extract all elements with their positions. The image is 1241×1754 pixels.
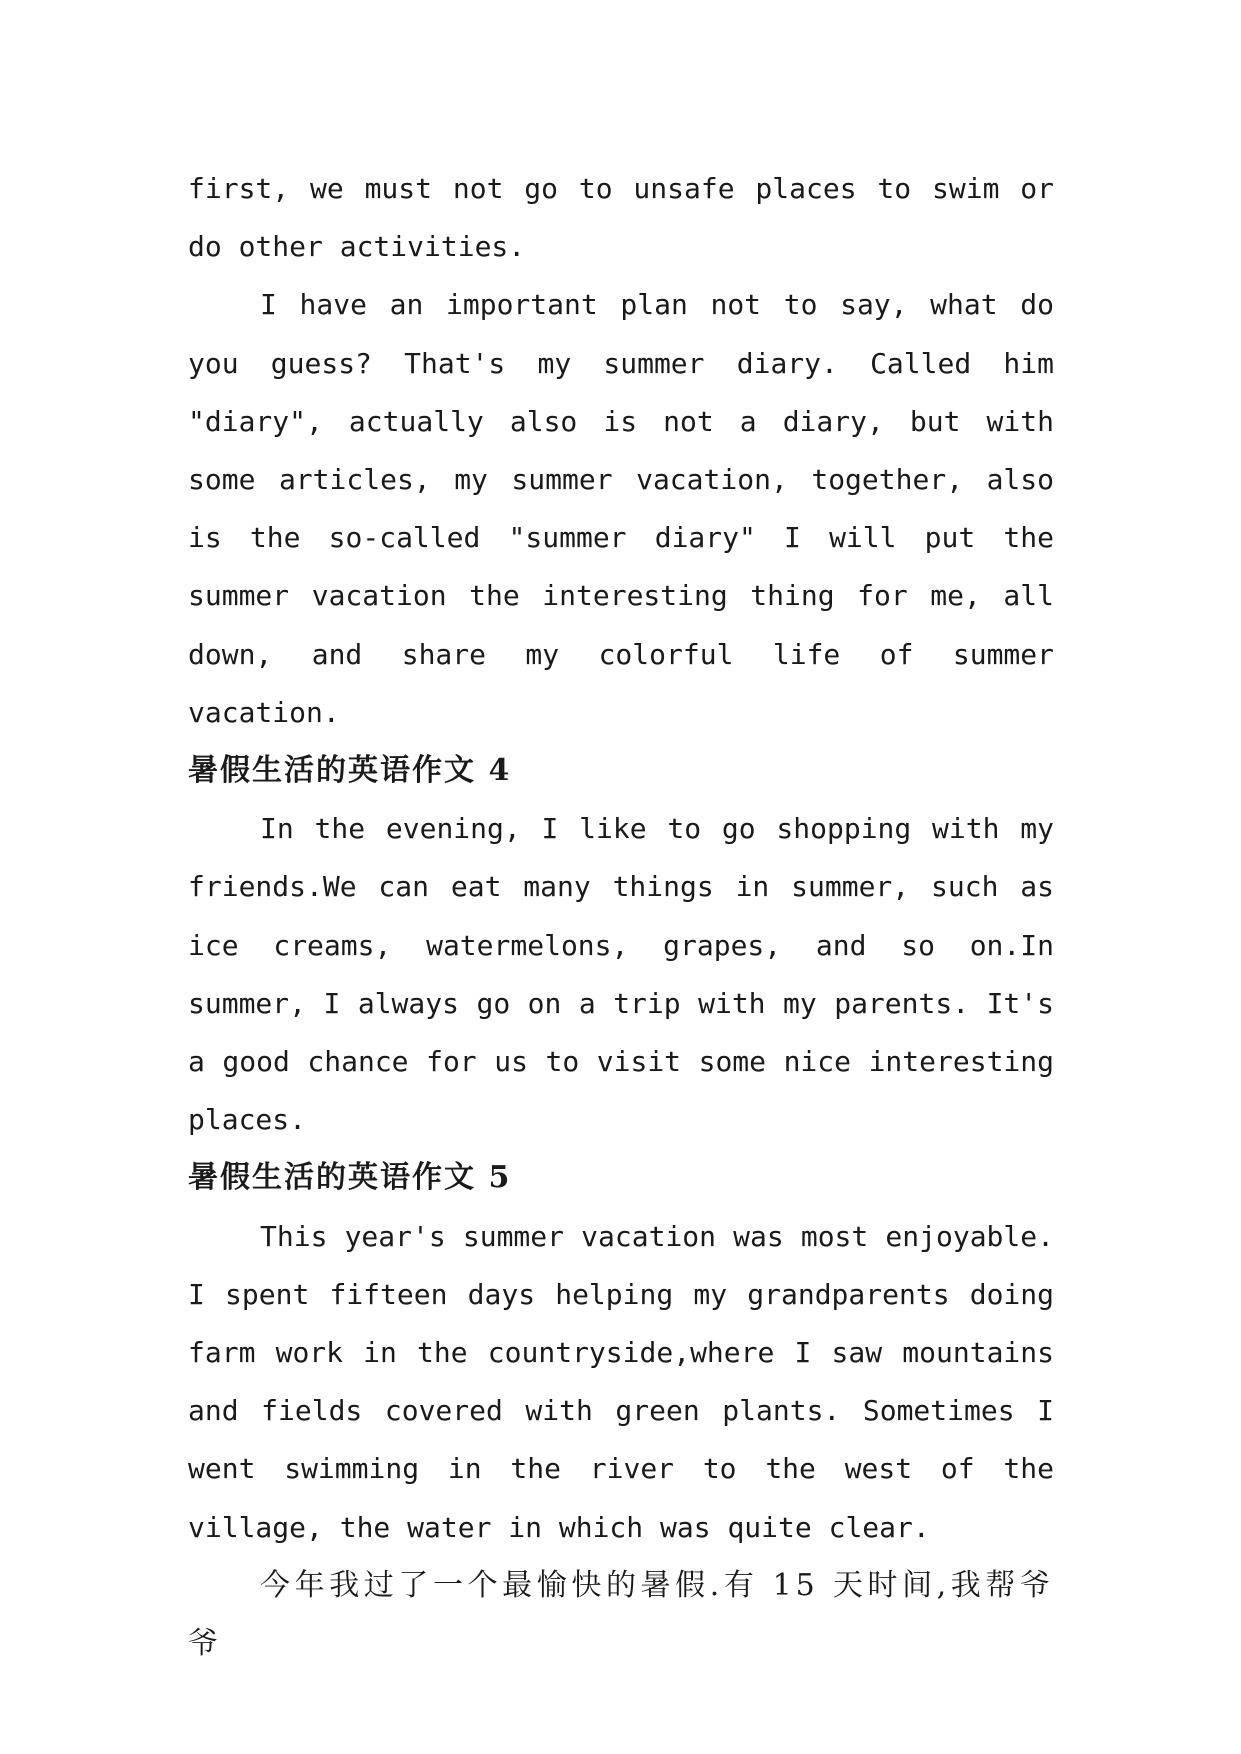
section-heading-essay-5: 暑假生活的英语作文 5 (188, 1160, 512, 1196)
paragraph-summer-diary: I have an important plan not to say, what do you guess? That's my summer diary. Called him "diary", actually also is not a diary, but with some articles, my summer vacation, together, also is the so-called "summer diary" I will put the summer vacation the interesting thing for me, all down, and share my colorful life of summer vacation. (188, 288, 1054, 729)
document-body (188, 160, 1054, 1673)
paragraph-chinese-translation: 今年我过了一个最愉快的暑假.有 15 天时间,我帮爷爷 (188, 1567, 1054, 1662)
section-heading-essay-4: 暑假生活的英语作文 4 (188, 753, 512, 789)
paragraph-evening-shopping: In the evening, I like to go shopping with my friends.We can eat many things in summer, such as ice creams, watermelons, grapes, and so on.In summer, I always go on a trip with my parents. It's a good chance for us to visit some nice interesting places. (188, 812, 1054, 1137)
paragraph-safety: first, we must not go to unsafe places to swim or do other activities. (188, 172, 1054, 264)
paragraph-countryside: This year's summer vacation was most enjoyable. I spent fifteen days helping my grandparents doing farm work in the countryside,where I saw mountains and fields covered with green plants. Sometimes I went swimming in the river to the west of the village, the water in which was quite clear. (188, 1219, 1054, 1544)
